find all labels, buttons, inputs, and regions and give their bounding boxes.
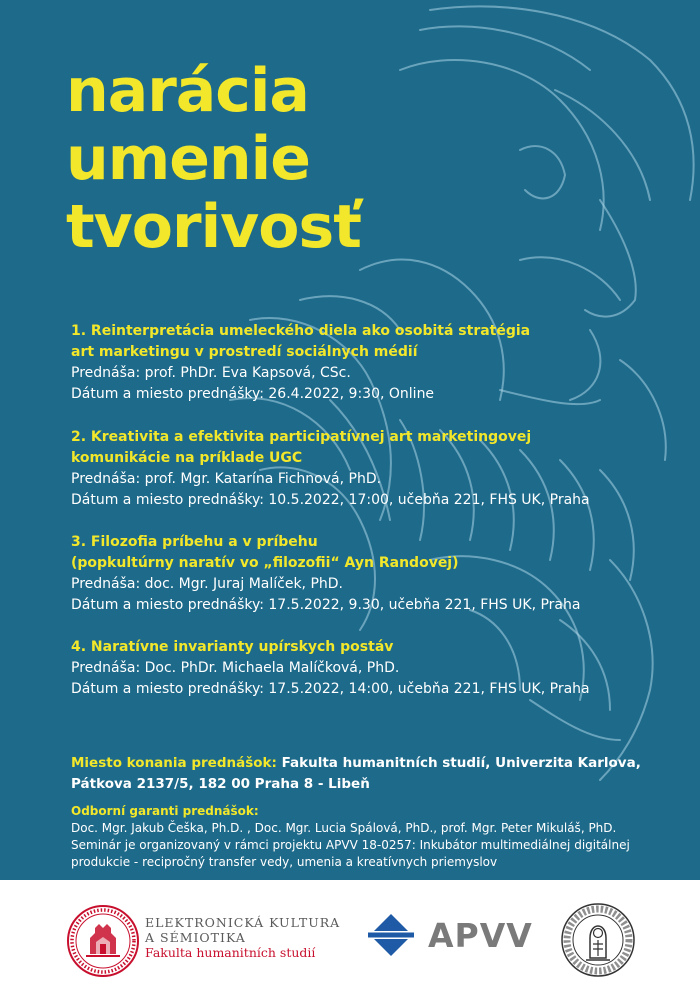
guarantors-names: Doc. Mgr. Jakub Češka, Ph.D. , Doc. Mgr. Lucia Spálová, PhD., prof. Mgr. Peter Mikuláš, PhD. — [71, 821, 617, 835]
guarantors-label: Odborní garanti prednášok: — [71, 804, 259, 818]
lecture-title: 3. Filozofia príbehu a v príbehu — [71, 534, 318, 550]
lecture-title: 2. Kreativita a efektivita participatívnej art marketingovej — [71, 429, 532, 445]
lecture-title: (popkultúrny naratív vo „filozofii“ Ayn Randovej) — [71, 555, 459, 571]
lecture-date-place: Dátum a miesto prednášky: 17.5.2022, 9.30, učebňa 221, FHS UK, Praha — [71, 597, 581, 613]
lecture-title: komunikácie na príklade UGC — [71, 450, 303, 466]
lecture-date-place: Dátum a miesto prednášky: 10.5.2022, 17:00, učebňa 221, FHS UK, Praha — [71, 492, 590, 508]
apvv-logo-icon — [368, 912, 414, 958]
venue-label: Miesto konania prednášok: — [71, 755, 277, 771]
project-note-line: Seminár je organizovaný v rámci projektu APVV 18-0257: Inkubátor multimediálnej digitálnej — [71, 838, 630, 852]
guarantors-block — [71, 803, 630, 871]
lecture-item — [71, 532, 671, 616]
lecture-date-place: Dátum a miesto prednášky: 26.4.2022, 9:30, Online — [71, 386, 435, 402]
ek-logo-line: ELEKTRONICKÁ KULTURA — [145, 915, 341, 930]
ek-fhs-logo — [145, 915, 340, 961]
poster-title-line: umenie — [66, 124, 310, 194]
fhs-logo-line: Fakulta humanitních studií — [145, 945, 316, 960]
ek-logo-line: A SÉMIOTIKA — [145, 930, 246, 945]
venue-block — [71, 753, 641, 795]
lecture-item — [71, 637, 671, 700]
lecture-item — [71, 427, 671, 511]
lecture-lecturer: Prednáša: Doc. PhDr. Michaela Malíčková, PhD. — [71, 660, 400, 676]
charles-university-seal-icon — [66, 904, 140, 978]
lecture-date-place: Dátum a miesto prednášky: 17.5.2022, 14:00, učebňa 221, FHS UK, Praha — [71, 681, 590, 697]
apvv-logo-text: APVV — [428, 916, 533, 955]
venue-address-line1: Fakulta humanitních studií, Univerzita Karlova, — [281, 755, 641, 771]
poster-title-line: narácia — [66, 56, 309, 126]
lecture-title: 1. Reinterpretácia umeleckého diela ako osobitá stratégia — [71, 323, 531, 339]
venue-address-line2: Pátkova 2137/5, 182 00 Praha 8 - Libeň — [71, 776, 370, 792]
venue-line — [71, 753, 641, 774]
lecture-item — [71, 321, 671, 405]
lecture-title: art marketingu v prostredí sociálnych médií — [71, 344, 418, 360]
poster-title-line: tvorivosť — [66, 192, 361, 262]
lecture-lecturer: Prednáša: prof. PhDr. Eva Kapsová, CSc. — [71, 365, 351, 381]
ukf-nitra-seal-icon — [560, 902, 636, 978]
lecture-lecturer: Prednáša: doc. Mgr. Juraj Malíček, PhD. — [71, 576, 344, 592]
lecture-title: 4. Naratívne invarianty upírskych postáv — [71, 639, 394, 655]
lecture-lecturer: Prednáša: prof. Mgr. Katarína Fichnová, PhD. — [71, 471, 382, 487]
project-note-line: produkcie - recipročný transfer vedy, umenia a kreatívnych priemyslov — [71, 855, 498, 869]
